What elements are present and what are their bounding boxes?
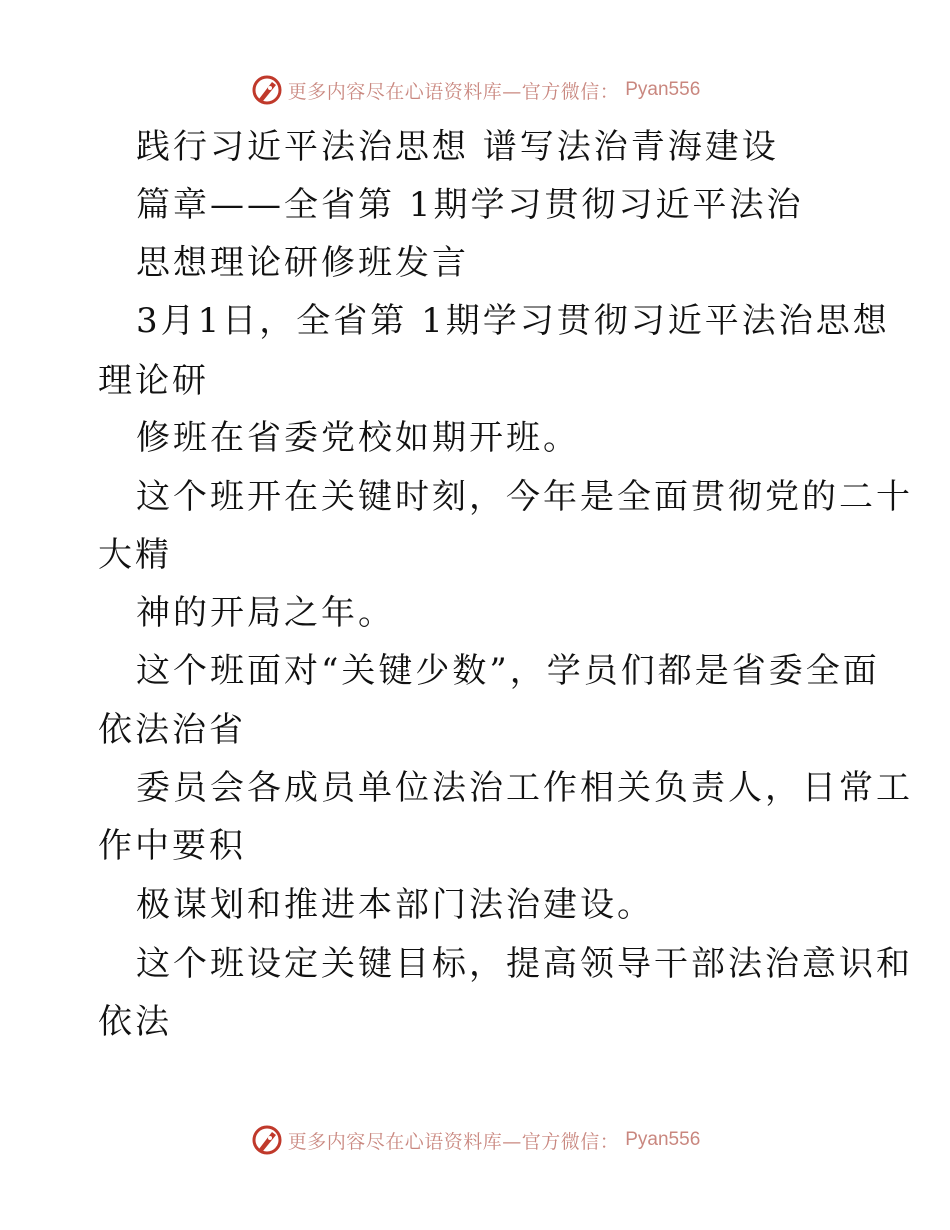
- paragraph-line: 神的开局之年。: [136, 593, 395, 633]
- paragraph-line: 这个班面对“关键少数”，学员们都是省委全面: [136, 651, 880, 691]
- paragraph-line: 作中要积: [98, 826, 246, 866]
- pen-nib-circle-icon: [250, 1123, 284, 1157]
- watermark-text: 更多内容尽在心语资料库—官方微信：: [287, 80, 620, 103]
- watermark-wechat-id: Pyan556: [625, 79, 701, 100]
- paragraph-line: 极谋划和推进本部门法治建设。: [136, 885, 654, 925]
- footer-watermark: [0, 1120, 950, 1160]
- pen-nib-circle-icon: [250, 73, 284, 107]
- paragraph-line: 委员会各成员单位法治工作相关负责人，日常工: [136, 768, 913, 808]
- paragraph-line: 大精: [98, 535, 172, 575]
- watermark-wechat-id: Pyan556: [625, 1129, 701, 1150]
- header-watermark: [0, 70, 950, 110]
- paragraph-line: 依法治省: [98, 710, 246, 750]
- title-line-1: 践行习近平法治思想 谱写法治青海建设: [136, 127, 779, 167]
- paragraph-line: 依法: [98, 1002, 172, 1042]
- watermark-text: 更多内容尽在心语资料库—官方微信：: [287, 1130, 620, 1153]
- paragraph-line: 3月1日，全省第 1期学习贯彻习近平法治思想: [136, 301, 890, 341]
- title-line-2: 篇章——全省第 1期学习贯彻习近平法治: [136, 185, 804, 225]
- paragraph-line: 这个班开在关键时刻，今年是全面贯彻党的二十: [136, 477, 913, 517]
- paragraph-line: 理论研: [98, 361, 209, 401]
- paragraph-line: 修班在省委党校如期开班。: [136, 418, 580, 458]
- paragraph-line: 这个班设定关键目标，提高领导干部法治意识和: [136, 944, 913, 984]
- title-line-3: 思想理论研修班发言: [136, 243, 469, 283]
